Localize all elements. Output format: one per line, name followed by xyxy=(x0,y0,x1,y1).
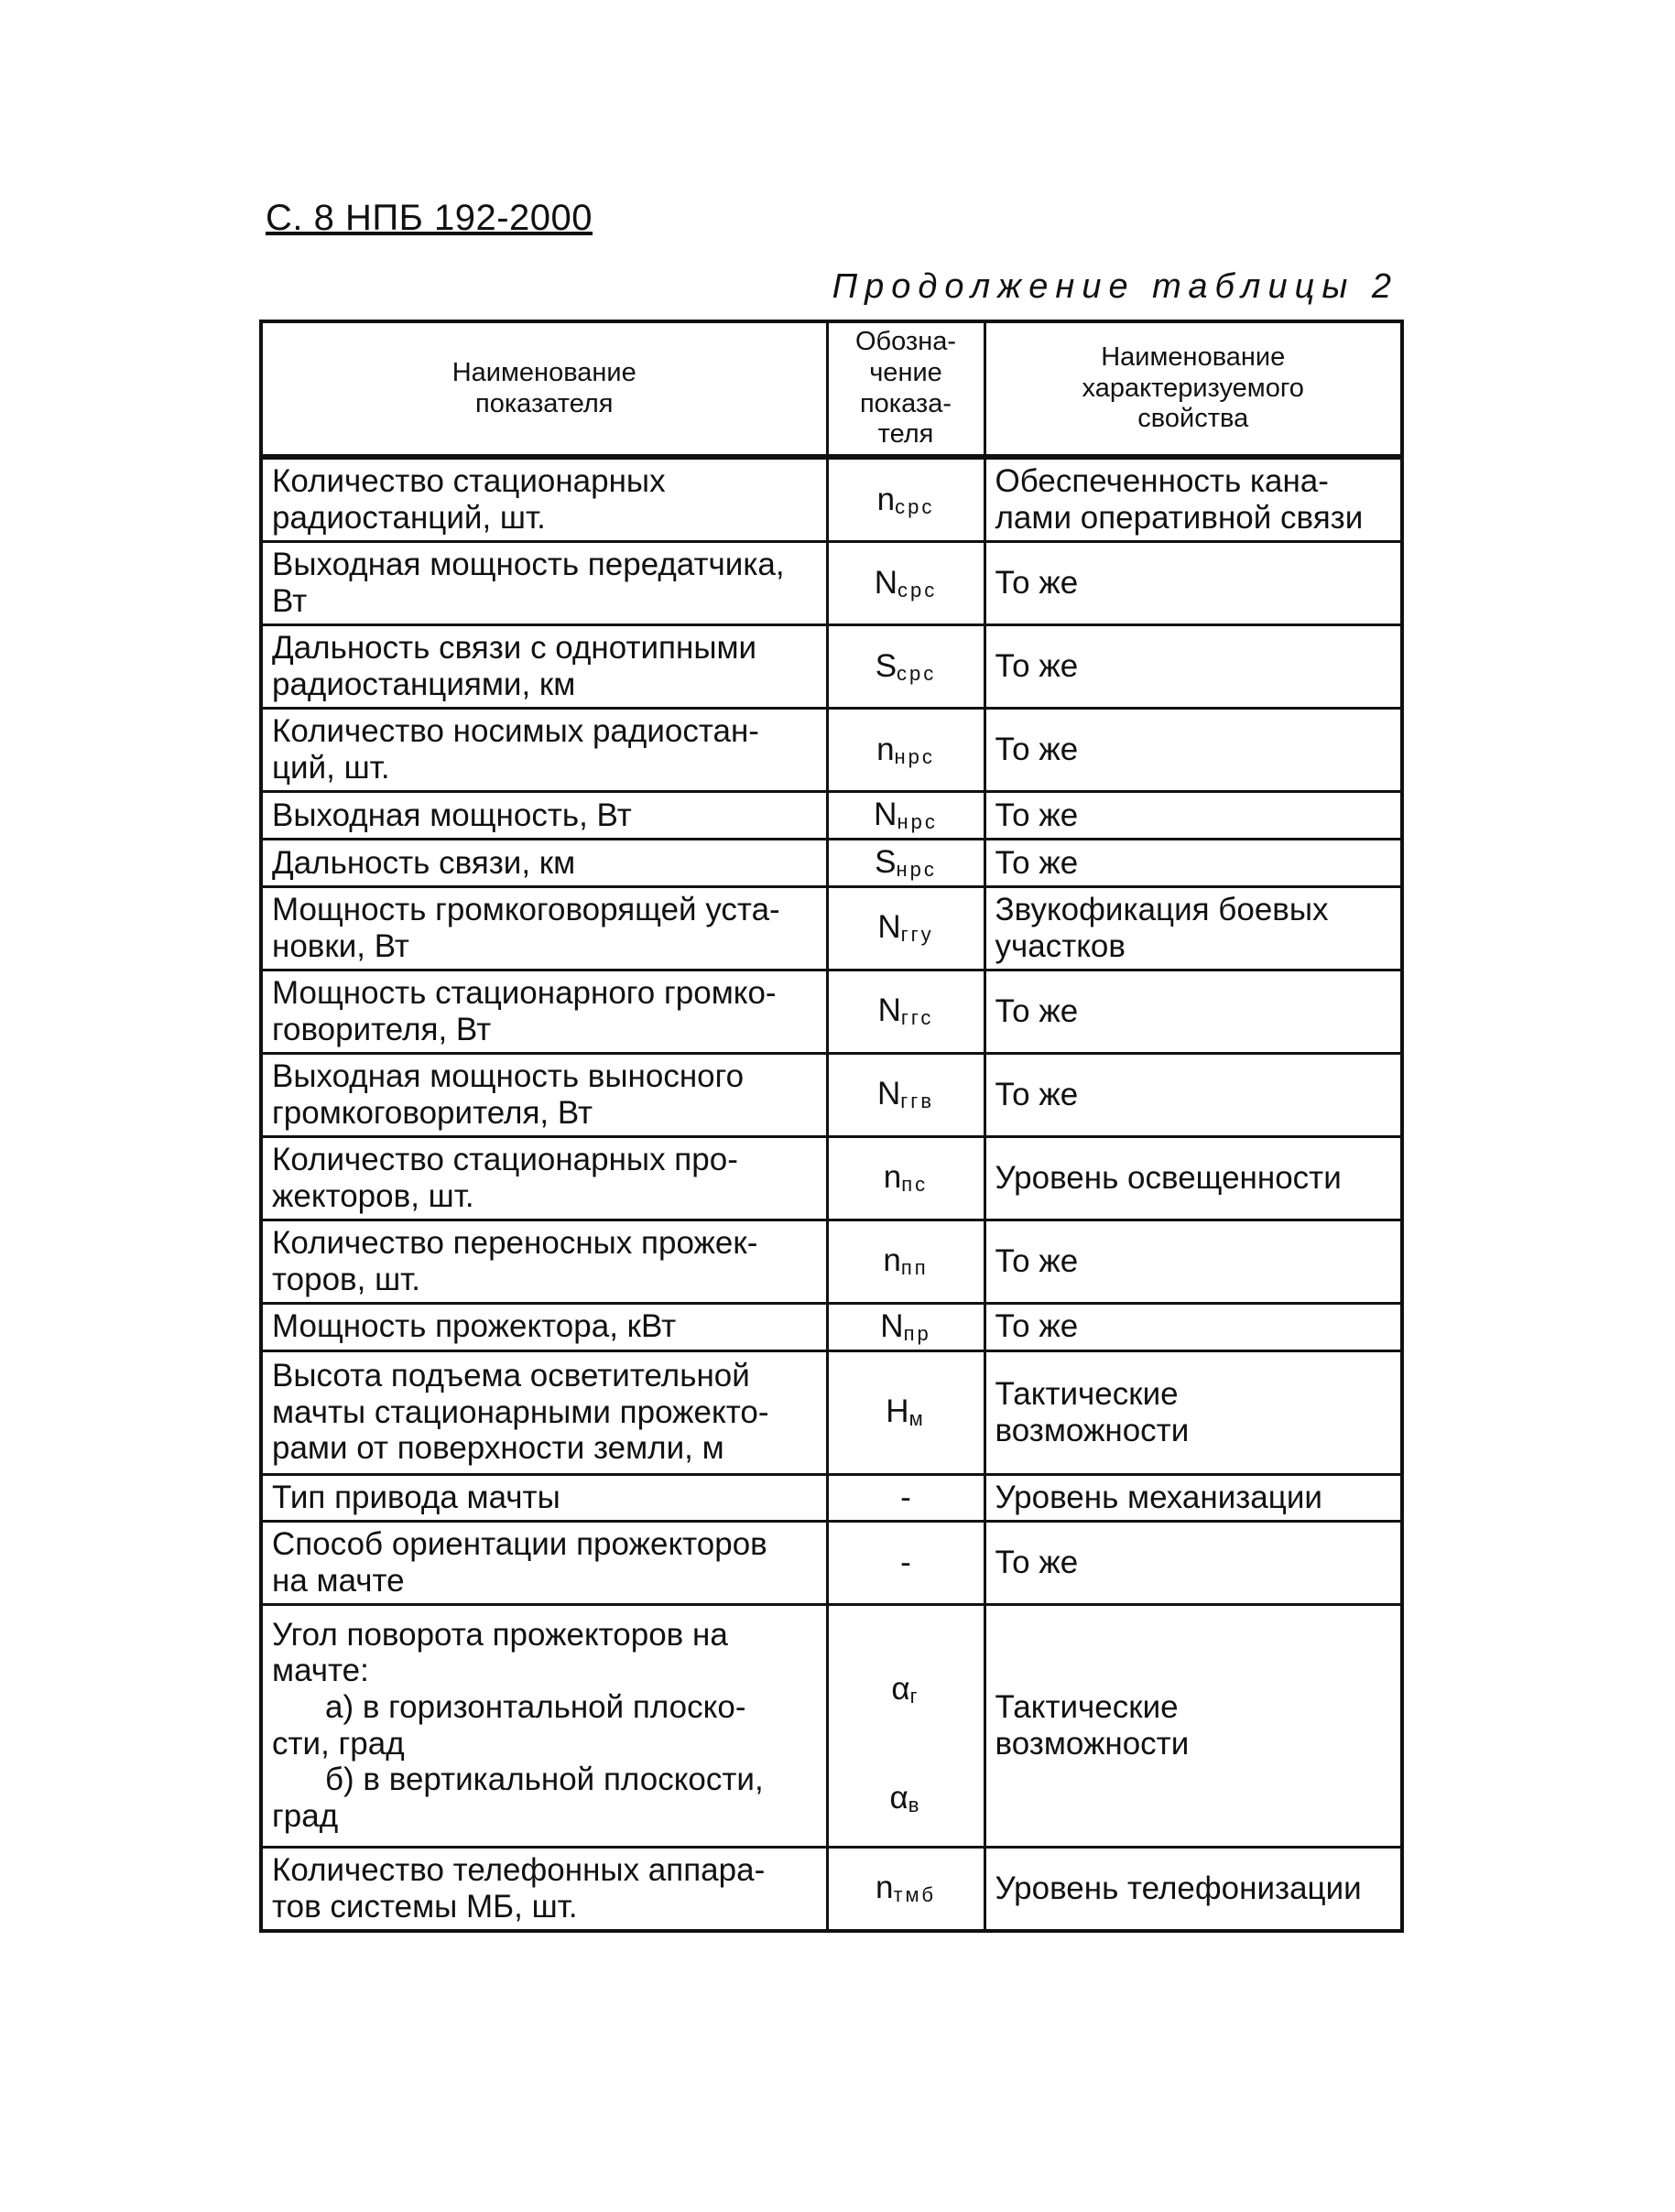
indicator-name-line: сти, град xyxy=(272,1725,405,1762)
indicator-symbol-cell xyxy=(827,839,984,886)
property-line: Обеспеченность кана- xyxy=(995,463,1329,500)
indicator-name-cell xyxy=(261,839,827,886)
indicator-name-line: торов, шт. xyxy=(272,1261,421,1297)
indicator-name-line: радиостанций, шт. xyxy=(272,500,546,536)
property-line: То же xyxy=(995,1076,1079,1112)
table-row xyxy=(261,709,1402,792)
indicator-name-cell xyxy=(261,1350,827,1474)
indicator-symbol: $n_{срс}$ xyxy=(876,481,935,518)
property-cell xyxy=(984,1474,1402,1521)
property-cell xyxy=(984,1350,1402,1474)
indicator-name-line: мачте: xyxy=(272,1653,369,1689)
indicator-symbol-cell xyxy=(827,1220,984,1303)
table-row xyxy=(261,1350,1402,1474)
indicator-symbol: $\alpha_г$ xyxy=(891,1670,920,1708)
table-row xyxy=(261,457,1402,542)
indicator-name-line: мачты стационарными прожекто- xyxy=(272,1393,769,1430)
indicator-symbol-subscript: г xyxy=(909,1684,920,1708)
indicator-name-cell xyxy=(261,1220,827,1303)
indicator-name-line: Мощность прожектора, кВт xyxy=(272,1308,677,1345)
property-cell xyxy=(984,457,1402,542)
indicator-symbol-cell xyxy=(827,1303,984,1350)
indicator-name-line: Мощность стационарного громко- xyxy=(272,975,777,1012)
indicator-name-line: Высота подъема осветительной xyxy=(272,1358,750,1394)
table-row xyxy=(261,1521,1402,1604)
indicator-name-line: Выходная мощность передатчика, xyxy=(272,547,785,583)
indicator-symbol-cell xyxy=(827,1521,984,1604)
indicator-symbol-subscript: тмб xyxy=(893,1883,937,1907)
indicator-symbol: $n_{тмб}$ xyxy=(875,1870,937,1907)
indicator-name-line: Угол поворота прожекторов на xyxy=(272,1616,728,1653)
indicator-symbol-subscript: нрс xyxy=(894,744,935,768)
indicator-symbol-subscript: пр xyxy=(903,1321,931,1345)
property-line: Тактические xyxy=(995,1376,1179,1413)
property-cell xyxy=(984,1053,1402,1136)
indicator-symbol-subscript: м xyxy=(908,1407,926,1431)
property-line: Звукофикация боевых xyxy=(995,892,1329,928)
indicator-name-line: Дальность связи, км xyxy=(272,844,576,881)
indicator-symbol: $S_{срс}$ xyxy=(875,647,937,685)
property-line: То же xyxy=(995,732,1079,768)
indicator-name-line: Мощность громкоговорящей уста- xyxy=(272,892,780,928)
indicator-name-line: ций, шт. xyxy=(272,750,390,786)
indicator-name-line: а) в горизонтальной плоско- xyxy=(325,1689,746,1726)
property-line: То же xyxy=(995,565,1079,602)
property-line: Уровень телефонизации xyxy=(995,1870,1362,1906)
property-cell xyxy=(984,1847,1402,1931)
property-cell xyxy=(984,625,1402,709)
property-line: возможности xyxy=(995,1725,1190,1762)
table-row xyxy=(261,1053,1402,1136)
property-line: То же xyxy=(995,1308,1079,1345)
property-cell xyxy=(984,1604,1402,1847)
table-row xyxy=(261,1303,1402,1350)
indicator-symbol: $N_{ггв}$ xyxy=(876,1076,935,1113)
indicator-symbol-subscript: пп xyxy=(900,1256,929,1280)
indicator-symbol-cell xyxy=(827,542,984,625)
property-line: лами оперативной связи xyxy=(995,500,1364,536)
property-cell xyxy=(984,839,1402,886)
indicator-name-line: говорителя, Вт xyxy=(272,1011,492,1047)
indicator-symbol-cell xyxy=(827,709,984,792)
indicator-symbol: $n_{нрс}$ xyxy=(876,731,935,768)
table-row xyxy=(261,1136,1402,1220)
page-header: С. 8 НПБ 192-2000 xyxy=(266,198,593,238)
indicator-symbol: - xyxy=(900,1479,911,1515)
indicator-symbol-subscript: нрс xyxy=(896,857,937,881)
indicator-name-cell xyxy=(261,792,827,840)
property-cell xyxy=(984,1220,1402,1303)
property-line: То же xyxy=(995,844,1079,881)
indicator-name-line: новки, Вт xyxy=(272,927,409,964)
property-cell xyxy=(984,1303,1402,1350)
indicator-symbol-cell xyxy=(827,1053,984,1136)
property-line: То же xyxy=(995,992,1079,1029)
indicator-symbol: $n_{пп}$ xyxy=(883,1242,929,1280)
indicator-symbol: $n_{пс}$ xyxy=(883,1159,929,1197)
indicator-symbol: $N_{срс}$ xyxy=(874,564,938,602)
table-row xyxy=(261,839,1402,886)
indicator-name-cell xyxy=(261,970,827,1053)
indicator-name-line: тов системы МБ, шт. xyxy=(272,1888,578,1925)
table-row xyxy=(261,1847,1402,1931)
indicator-symbol-cell xyxy=(827,970,984,1053)
table-row xyxy=(261,1220,1402,1303)
property-cell xyxy=(984,886,1402,970)
indicator-name-line: Способ ориентации прожекторов xyxy=(272,1526,767,1563)
indicator-name-cell xyxy=(261,1053,827,1136)
table-row xyxy=(261,542,1402,625)
indicator-name-cell xyxy=(261,886,827,970)
indicator-name-line: радиостанциями, км xyxy=(272,667,576,702)
indicator-symbol-cell xyxy=(827,1847,984,1931)
indicator-name-cell xyxy=(261,1303,827,1350)
property-line: Уровень освещенности xyxy=(995,1159,1342,1196)
indicator-name-line: Количество телефонных аппара- xyxy=(272,1852,766,1889)
table-row xyxy=(261,1474,1402,1521)
indicator-name-cell xyxy=(261,1521,827,1604)
indicator-name-line: на мачте xyxy=(272,1562,405,1599)
property-cell xyxy=(984,709,1402,792)
property-cell xyxy=(984,542,1402,625)
property-line: То же xyxy=(995,797,1079,833)
property-cell xyxy=(984,792,1402,840)
indicator-symbol-subscript: срс xyxy=(897,661,937,685)
indicator-name-line: Тип привода мачты xyxy=(272,1479,560,1515)
indicator-name-line: Выходная мощность, Вт xyxy=(272,797,632,833)
property-line: Уровень механизации xyxy=(995,1479,1322,1515)
property-line: То же xyxy=(995,1242,1079,1279)
indicator-name-line: Дальность связи с однотипными xyxy=(272,630,757,667)
indicator-symbol-cell xyxy=(827,457,984,542)
property-line: возможности xyxy=(995,1412,1190,1448)
table-row xyxy=(261,625,1402,709)
column-header-symbol: Обозна- чение показа- теля xyxy=(827,321,984,457)
indicator-symbol-subscript: ггу xyxy=(900,923,934,947)
column-header-name: Наименование показателя xyxy=(261,321,827,457)
indicator-symbol-cell xyxy=(827,1474,984,1521)
indicator-symbol: $N_{нрс}$ xyxy=(874,797,938,833)
indicator-symbol-subscript: пс xyxy=(901,1173,929,1197)
indicator-symbol: $H_м$ xyxy=(886,1393,926,1431)
indicator-symbol-cell xyxy=(827,886,984,970)
table-row xyxy=(261,792,1402,840)
indicator-name-line: Выходная мощность выносного xyxy=(272,1058,745,1095)
indicator-name-cell xyxy=(261,542,827,625)
indicator-name-line: громкоговорителя, Вт xyxy=(272,1094,593,1131)
indicator-symbol: $N_{пр}$ xyxy=(880,1307,931,1345)
indicator-name-cell xyxy=(261,625,827,709)
table-continuation-caption: Продолжение таблицы 2 xyxy=(832,267,1398,306)
indicator-name-line: Количество переносных прожек- xyxy=(272,1225,758,1262)
indicator-symbol: $N_{ггу}$ xyxy=(877,909,934,947)
table-row xyxy=(261,970,1402,1053)
indicator-symbol-subscript: ггв xyxy=(900,1090,935,1113)
indicator-name-line: Вт xyxy=(272,583,308,619)
property-line: То же xyxy=(995,648,1079,685)
indicator-name-cell xyxy=(261,1847,827,1931)
indicator-symbol-cell xyxy=(827,625,984,709)
indicator-name-line: Количество стационарных xyxy=(272,463,666,500)
property-cell xyxy=(984,1136,1402,1220)
indicator-name-cell xyxy=(261,1604,827,1847)
indicator-name-line: б) в вертикальной плоскости, xyxy=(325,1762,764,1798)
indicator-name-cell xyxy=(261,1474,827,1521)
table-row xyxy=(261,1604,1402,1847)
property-cell xyxy=(984,970,1402,1053)
indicator-symbol-cell xyxy=(827,792,984,840)
indicator-symbol: $N_{ггс}$ xyxy=(877,992,934,1030)
indicator-name-cell xyxy=(261,457,827,542)
indicator-symbol-subscript: нрс xyxy=(897,810,938,833)
indicator-symbol-subscript: срс xyxy=(897,578,938,602)
indicator-symbol: $S_{нрс}$ xyxy=(875,843,937,881)
indicator-name-cell xyxy=(261,1136,827,1220)
property-cell xyxy=(984,1521,1402,1604)
property-line: То же xyxy=(995,1544,1079,1580)
indicator-name-line: Количество стационарных про- xyxy=(272,1142,738,1178)
indicator-name-line: рами от поверхности земли, м xyxy=(272,1430,724,1467)
property-line: Тактические xyxy=(995,1689,1179,1726)
indicator-name-line: Количество носимых радиостан- xyxy=(272,713,759,750)
column-header-property: Наименование характеризуемого свойства xyxy=(984,321,1402,457)
indicator-symbol-cell xyxy=(827,1604,984,1847)
indicator-symbol-cell xyxy=(827,1136,984,1220)
property-line: участков xyxy=(995,927,1126,964)
indicator-symbol-cell xyxy=(827,1350,984,1474)
indicator-name-line: град xyxy=(272,1797,339,1834)
indicator-symbol: $\alpha_в$ xyxy=(889,1779,922,1816)
indicator-symbol-subscript: срс xyxy=(895,494,935,518)
indicator-name-cell xyxy=(261,709,827,792)
indicator-symbol-subscript: ггс xyxy=(900,1006,934,1030)
indicator-symbol: - xyxy=(900,1544,911,1580)
indicator-name-line: жекторов, шт. xyxy=(272,1177,474,1214)
table-row xyxy=(261,886,1402,970)
indicators-table xyxy=(259,320,1404,1933)
indicator-symbol-subscript: в xyxy=(908,1793,922,1816)
table-header-row xyxy=(261,321,1402,457)
